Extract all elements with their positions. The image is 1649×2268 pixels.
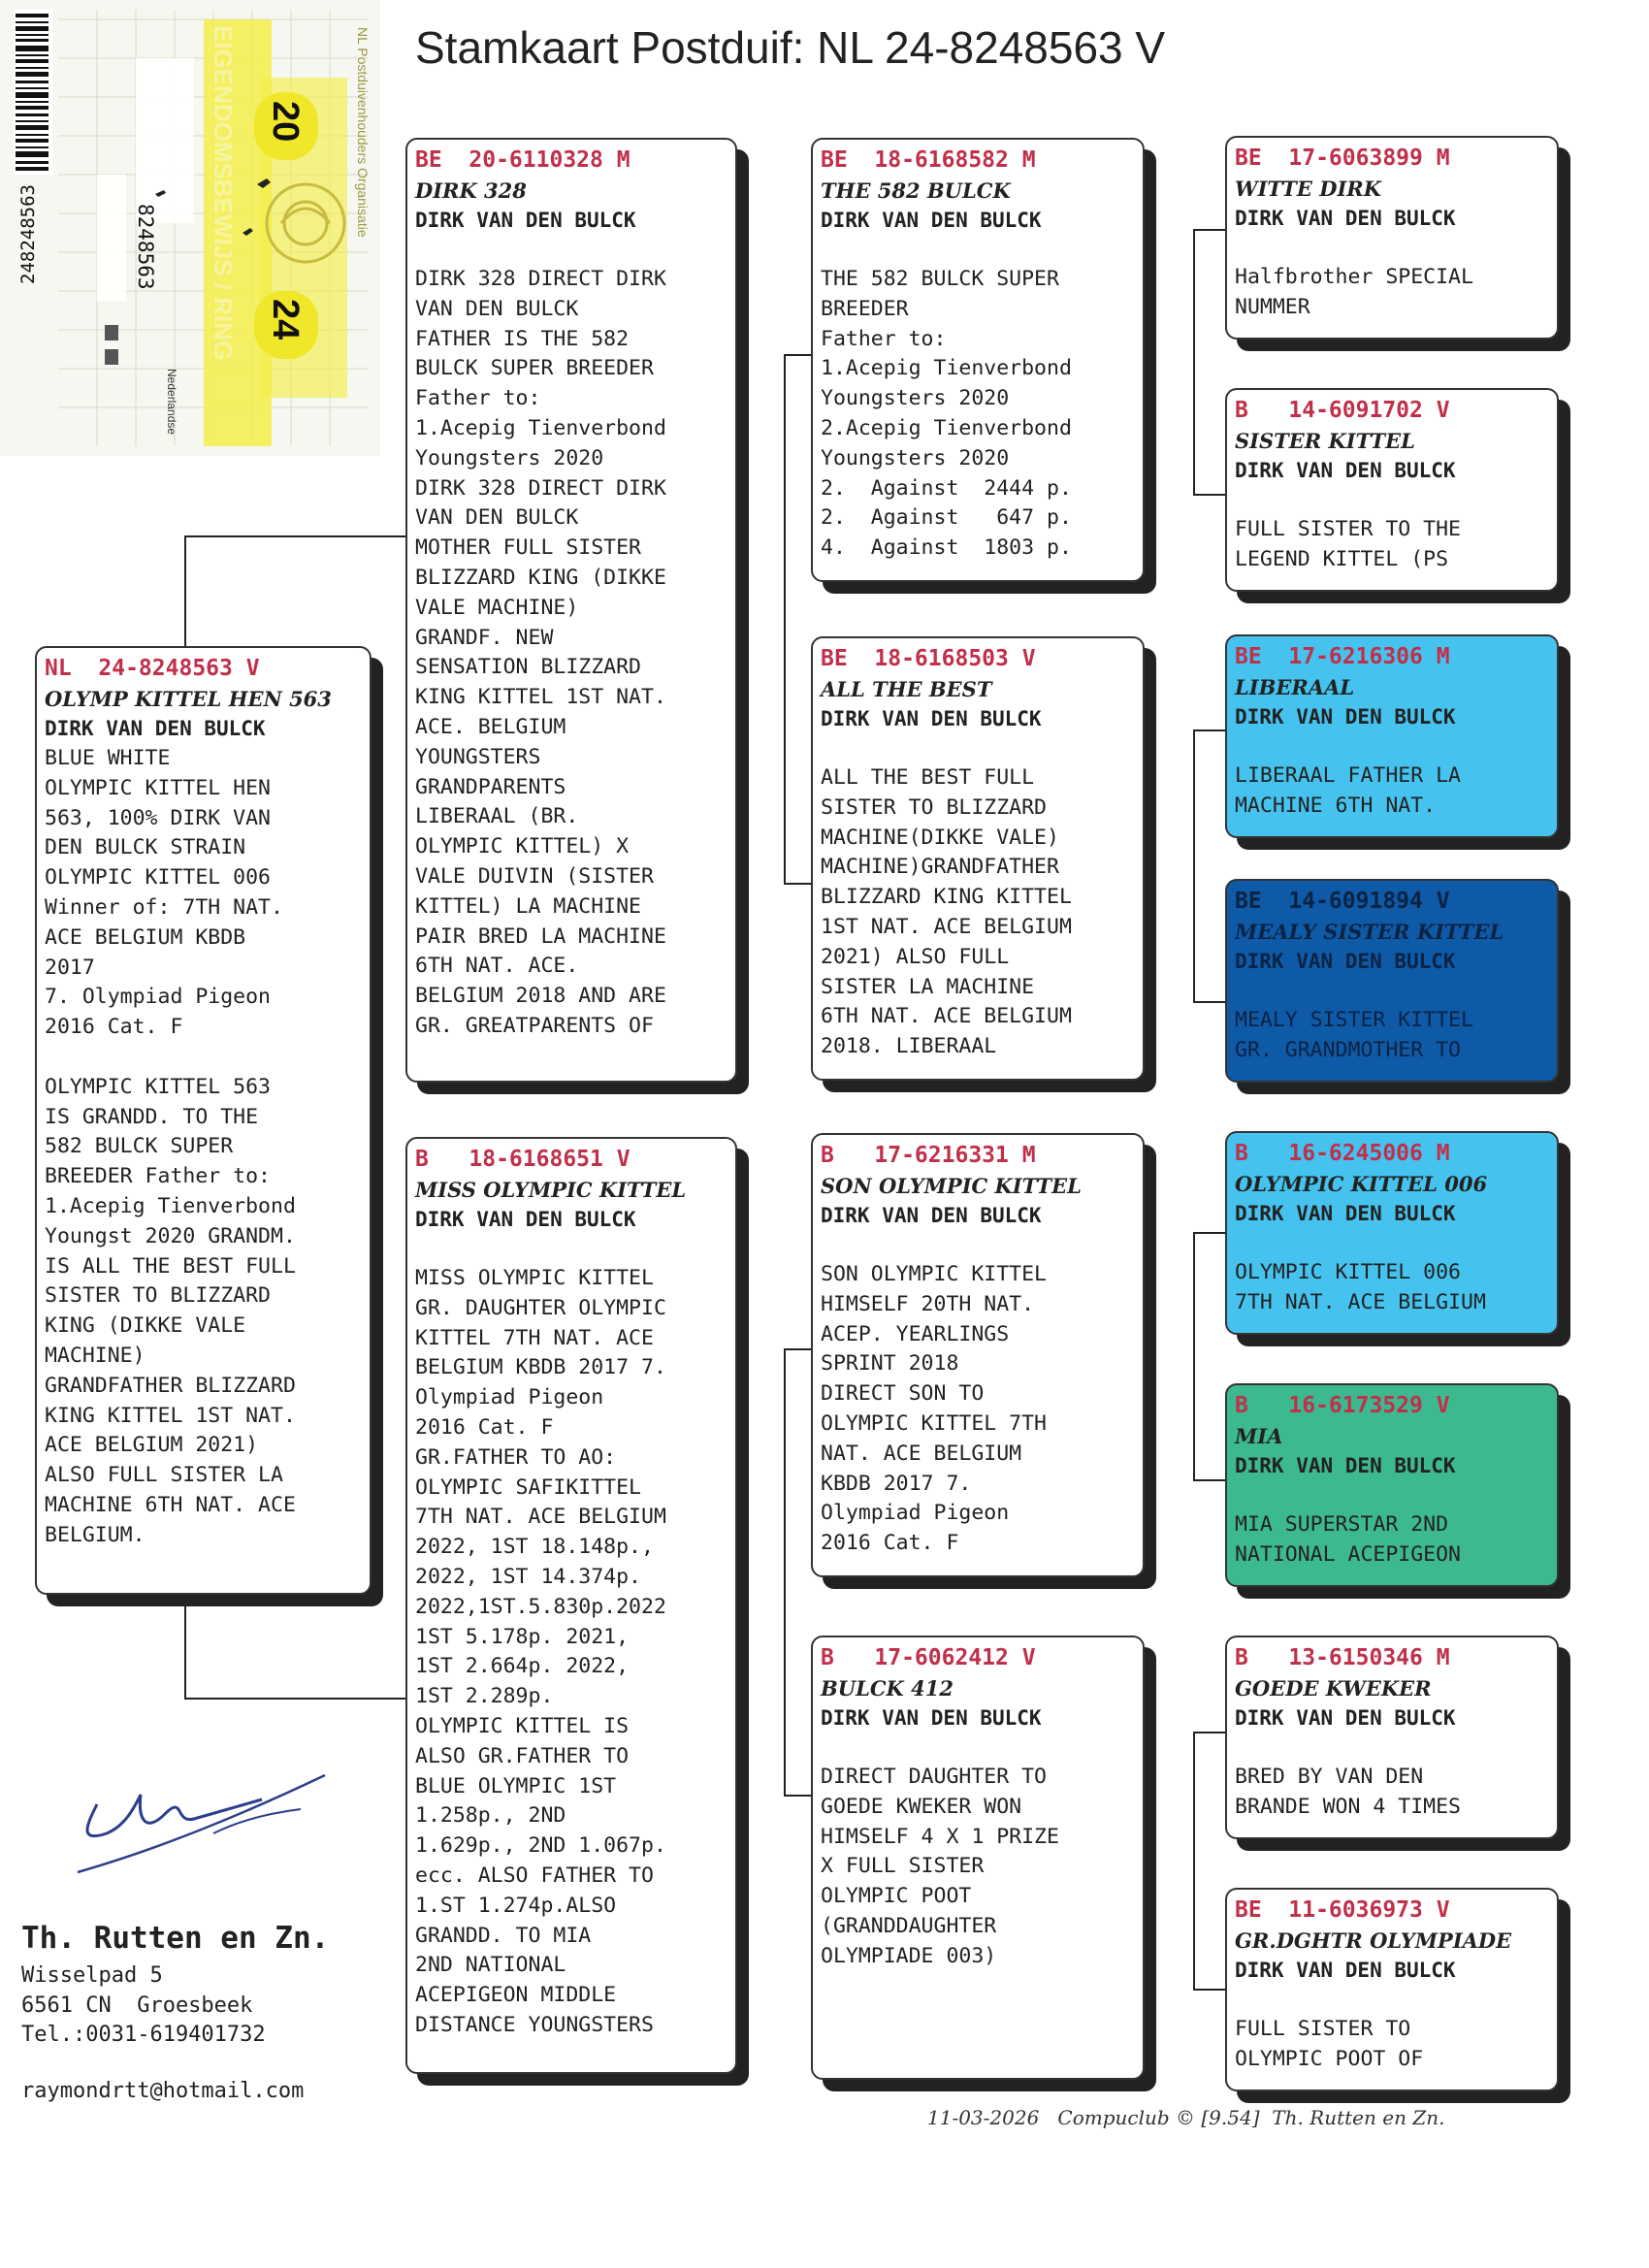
pedigree-card-mother (405, 1137, 737, 2074)
pedigree-card-father (405, 138, 737, 1083)
footer-credits: 11-03-2026 Compuclub © [9.54] Th. Rutten en Zn. (927, 2106, 1445, 2129)
pigeon-name: WITTE DIRK (1235, 177, 1381, 201)
ring-card-graphic (0, 0, 380, 456)
pigeon-name: GOEDE KWEKER (1235, 1676, 1432, 1701)
breeder-name: DIRK VAN DEN BULCK (1235, 459, 1456, 482)
ring-number: B 16-6173529 V (1235, 1393, 1450, 1418)
ring-card (0, 0, 380, 456)
ring-number: BE 14-6091894 V (1235, 889, 1450, 914)
ring-year-right: 24 (265, 299, 306, 340)
pigeon-name: ALL THE BEST (821, 677, 992, 701)
pigeon-name: SON OLYMPIC KITTEL (821, 1174, 1082, 1198)
ring-number: BE 18-6168582 M (821, 147, 1036, 173)
ring-number: NL 24-8248563 V (45, 656, 260, 681)
breeder-name: DIRK VAN DEN BULCK (45, 717, 266, 740)
connector (1193, 229, 1227, 231)
pigeon-name: LIBERAAL (1235, 675, 1355, 699)
breeder-name: DIRK VAN DEN BULCK (1235, 705, 1456, 729)
ring-number: 8248563 (134, 204, 157, 290)
pedigree-card-mm (811, 1636, 1145, 2080)
breeder-name: DIRK VAN DEN BULCK (415, 1208, 636, 1231)
pigeon-description: MISS OLYMPIC KITTEL GR. DAUGHTER OLYMPIC KITTEL 7TH NAT. ACE BELGIUM KBDB 2017 7. Olympiad Pigeon 2016 Cat. F GR.FATHER TO AO: OLYMPIC SAFIKITTEL 7TH NAT. ACE BELGIUM 2022, 1ST 18.148p., 2022, 1ST 14.374p. 2022,1ST.5.830p.2022 1ST 5.178p. 2021, 1ST 2.664p. 2022, 1ST 2.289p. OLYMPIC KITTEL IS ALSO GR.FATHER TO BLUE OLYMPIC 1ST 1.258p., 2ND 1.629p., 2ND 1.067p. ecc. ALSO FATHER TO 1.ST 1.274p.ALSO GRANDD. TO MIA 2ND NATIONAL ACEPIGEON MIDDLE DISTANCE YOUNGSTERS (415, 1266, 666, 2037)
pigeon-description: BRED BY VAN DEN BRANDE WON 4 TIMES (1235, 1765, 1461, 1819)
pedigree-card-mmf (1225, 1636, 1559, 1839)
ring-number: B 14-6091702 V (1235, 398, 1450, 423)
ring-heading: EIGENDOMSBEWIJS / RING (209, 25, 238, 361)
pigeon-description: Halfbrother SPECIAL NUMMER (1235, 265, 1473, 319)
ring-number: B 17-6062412 V (821, 1645, 1036, 1670)
pigeon-description: OLYMPIC KITTEL HEN 563, 100% DIRK VAN DEN BULCK STRAIN OLYMPIC KITTEL 006 Winner of: 7TH NAT. ACE BELGIUM KBDB 2017 7. Olympiad Pigeon 2016 Cat. F OLYMPIC KITTEL 563 IS GRANDD. TO THE 582 BULCK SUPER BREEDER Father to: 1.Acepig Tienverbond Youngst 2020 GRANDM. IS ALL THE BEST FULL SISTER TO BLIZZARD KING (DIKKE VALE MACHINE) GRANDFATHER BLIZZARD KING KITTEL 1ST NAT. ACE BELGIUM 2021) ALSO FULL SISTER LA MACHINE 6TH NAT. ACE BELGIUM. (45, 775, 296, 1547)
owner-address: Wisselpad 5 6561 CN Groesbeek Tel.:0031-619401732 (21, 1963, 266, 2047)
pigeon-description: ALL THE BEST FULL SISTER TO BLIZZARD MACHINE(DIKKE VALE) MACHINE)GRANDFATHER BLIZZARD KING KITTEL 1ST NAT. ACE BELGIUM 2021) ALSO FULL SISTER LA MACHINE 6TH NAT. ACE BELGIUM 2018. LIBERAAL (821, 765, 1072, 1059)
ring-org-small: Nederlandse (165, 369, 178, 436)
pedigree-card-ffm (1225, 388, 1559, 592)
ring-number: BE 18-6168503 V (821, 646, 1036, 671)
pedigree-card-mfm (1225, 1383, 1559, 1587)
breeder-name: DIRK VAN DEN BULCK (821, 1204, 1042, 1227)
ring-number: B 16-6245006 M (1235, 1141, 1450, 1166)
barcode-icon (14, 10, 52, 175)
connector (184, 1698, 407, 1700)
connector (784, 1795, 813, 1797)
pedigree-card-mf (811, 1133, 1145, 1577)
pedigree-card-subject (35, 646, 372, 1595)
pedigree-card-fmm (1225, 879, 1559, 1083)
pigeon-description: MEALY SISTER KITTEL GR. GRANDMOTHER TO (1235, 1008, 1473, 1062)
pigeon-description: DIRECT DAUGHTER TO GOEDE KWEKER WON HIMSELF 4 X 1 PRIZE X FULL SISTER OLYMPIC POOT (GRANDDAUGHTER OLYMPIADE 003) (821, 1765, 1059, 1968)
connector (184, 535, 186, 647)
pigeon-description: SON OLYMPIC KITTEL HIMSELF 20TH NAT. ACEP. YEARLINGS SPRINT 2018 DIRECT SON TO OLYMPIC KITTEL 7TH NAT. ACE BELGIUM KBDB 2017 7. Olympiad Pigeon 2016 Cat. F (821, 1262, 1047, 1556)
connector (1193, 1232, 1227, 1234)
connector (1193, 494, 1227, 496)
breeder-name: DIRK VAN DEN BULCK (1235, 1202, 1456, 1225)
pigeon-description: MIA SUPERSTAR 2ND NATIONAL ACEPIGEON (1235, 1512, 1461, 1567)
connector (1193, 1232, 1195, 1479)
pigeon-name: THE 582 BULCK (821, 178, 1011, 203)
breeder-name: DIRK VAN DEN BULCK (415, 209, 636, 232)
pigeon-name: SISTER KITTEL (1235, 429, 1415, 453)
ring-year-left: 20 (265, 101, 306, 143)
breeder-name: DIRK VAN DEN BULCK (821, 707, 1042, 730)
pigeon-description: OLYMPIC KITTEL 006 7TH NAT. ACE BELGIUM (1235, 1260, 1486, 1314)
pigeon-name: MIA (1235, 1424, 1283, 1448)
ring-number: BE 17-6063899 M (1235, 146, 1450, 171)
pigeon-description: FULL SISTER TO OLYMPIC POOT OF (1235, 2017, 1424, 2071)
connector (1193, 1989, 1227, 1991)
connector (784, 883, 813, 885)
breeder-name: DIRK VAN DEN BULCK (1235, 1706, 1456, 1730)
connector (1193, 1732, 1227, 1733)
breeder-name: DIRK VAN DEN BULCK (1235, 1454, 1456, 1477)
ring-number: B 18-6168651 V (415, 1147, 630, 1172)
breeder-name: DIRK VAN DEN BULCK (821, 209, 1042, 232)
ring-number: B 13-6150346 M (1235, 1645, 1450, 1670)
breeder-name: DIRK VAN DEN BULCK (1235, 207, 1456, 230)
breeder-name: DIRK VAN DEN BULCK (1235, 950, 1456, 973)
pigeon-description: LIBERAAL FATHER LA MACHINE 6TH NAT. (1235, 763, 1461, 818)
ring-number: BE 11-6036973 V (1235, 1897, 1450, 1923)
pigeon-name: MEALY SISTER KITTEL (1235, 920, 1504, 944)
ring-number: B 17-6216331 M (821, 1143, 1036, 1168)
pedigree-card-ff (811, 138, 1145, 582)
connector (1193, 1479, 1227, 1481)
pedigree-card-mmm (1225, 1888, 1559, 2091)
connector (1193, 229, 1195, 494)
breeder-name: DIRK VAN DEN BULCK (1235, 1959, 1456, 1982)
connector (1193, 729, 1195, 1001)
pigeon-name: GR.DGHTR OLYMPIADE (1235, 1928, 1512, 1953)
connector (1193, 1732, 1195, 1989)
page-title: Stamkaart Postduif: NL 24-8248563 V (415, 22, 1166, 73)
pigeon-color: BLUE WHITE (45, 746, 171, 770)
connector (784, 354, 813, 356)
ring-number: BE 20-6110328 M (415, 147, 630, 173)
connector (1193, 729, 1227, 731)
connector (184, 535, 407, 537)
pedigree-card-fff (1225, 136, 1559, 340)
connector (784, 1348, 813, 1350)
barcode-number: 248248563 (17, 184, 39, 284)
pedigree-card-fm (811, 636, 1145, 1081)
pigeon-name: BULCK 412 (821, 1676, 954, 1701)
pedigree-card-fmf (1225, 634, 1559, 838)
pigeon-name: MISS OLYMPIC KITTEL (415, 1178, 687, 1202)
connector (184, 1601, 186, 1698)
pigeon-name: OLYMP KITTEL HEN 563 (45, 687, 332, 711)
connector (1193, 1001, 1227, 1003)
breeder-name: DIRK VAN DEN BULCK (821, 1706, 1042, 1730)
connector (784, 354, 786, 883)
pigeon-name: OLYMPIC KITTEL 006 (1235, 1172, 1488, 1196)
ring-org: NL Postduivenhouders Organisatie (355, 27, 371, 238)
owner-name: Th. Rutten en Zn. (21, 1921, 330, 1956)
pigeon-description: DIRK 328 DIRECT DIRK VAN DEN BULCK FATHER IS THE 582 BULCK SUPER BREEDER Father to: 1.Acepig Tienverbond Youngsters 2020 DIRK 328 DIRECT DIRK VAN DEN BULCK MOTHER FULL SISTER BLIZZARD KING (DIKKE VALE MACHINE) GRANDF. NEW SENSATION BLIZZARD KING KITTEL 1ST NAT. ACE. BELGIUM YOUNGSTERS GRANDPARENTS LIBERAAL (BR. OLYMPIC KITTEL) X VALE DUIVIN (SISTER KITTEL) LA MACHINE PAIR BRED LA MACHINE 6TH NAT. ACE. BELGIUM 2018 AND ARE GR. GREATPARENTS OF (415, 267, 666, 1038)
pigeon-name: DIRK 328 (415, 178, 527, 203)
ring-number: BE 17-6216306 M (1235, 644, 1450, 669)
owner-email: raymondrtt@hotmail.com (21, 2079, 305, 2103)
signature-icon (68, 1766, 340, 1882)
pedigree-card-mff (1225, 1131, 1559, 1335)
connector (784, 1348, 786, 1795)
pigeon-description: FULL SISTER TO THE LEGEND KITTEL (PS (1235, 517, 1461, 571)
pigeon-description: THE 582 BULCK SUPER BREEDER Father to: 1.Acepig Tienverbond Youngsters 2020 2.Acepig Tienverbond Youngsters 2020 2. Against 2444 p. 2. Against 647 p. 4. Against 1803 p. (821, 267, 1072, 561)
